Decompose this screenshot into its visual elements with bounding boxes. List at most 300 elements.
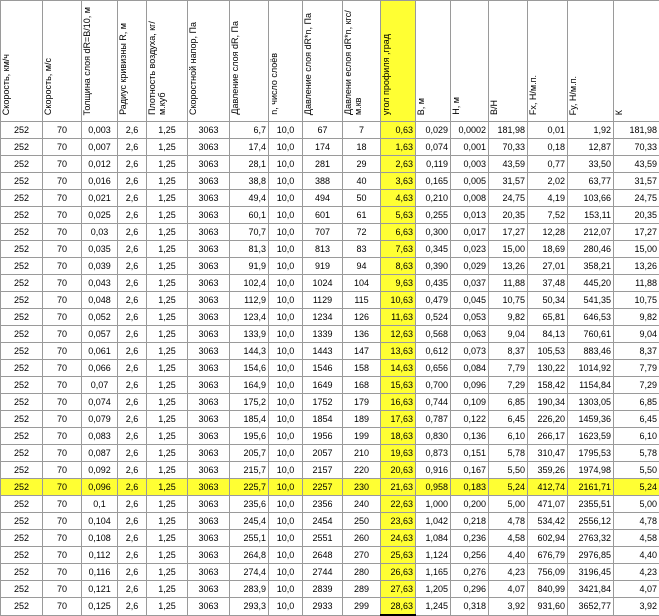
table-cell[interactable]: 2,6 [118, 394, 147, 411]
table-cell[interactable]: 0,151 [451, 445, 489, 462]
table-cell[interactable]: 3063 [188, 343, 230, 360]
table-cell[interactable]: 2,6 [118, 530, 147, 547]
table-cell[interactable]: 15,63 [381, 377, 416, 394]
table-cell[interactable]: 274,4 [230, 564, 269, 581]
table-cell[interactable]: 2763,32 [568, 530, 614, 547]
table-cell[interactable]: 43,59 [614, 156, 659, 173]
table-cell[interactable]: 1956 [303, 428, 343, 445]
table-cell[interactable]: 2356 [303, 496, 343, 513]
table-cell[interactable]: 0,136 [451, 428, 489, 445]
table-cell[interactable]: 2,6 [118, 224, 147, 241]
table-cell[interactable]: 147 [343, 343, 381, 360]
table-cell[interactable]: 2257 [303, 479, 343, 496]
table-cell[interactable]: 3063 [188, 241, 230, 258]
table-cell[interactable]: 2,6 [118, 343, 147, 360]
table-cell[interactable]: 252 [1, 224, 43, 241]
table-cell[interactable]: 0,061 [82, 343, 118, 360]
table-cell[interactable]: 11,88 [614, 275, 659, 292]
table-cell[interactable]: 11,88 [489, 275, 528, 292]
table-cell[interactable]: 22,63 [381, 496, 416, 513]
table-cell[interactable]: 3063 [188, 207, 230, 224]
table-cell[interactable]: 2,6 [118, 275, 147, 292]
table-cell[interactable]: 0,183 [451, 479, 489, 496]
column-header[interactable] [230, 1, 269, 122]
table-cell[interactable]: 1,25 [147, 445, 188, 462]
table-cell[interactable]: 359,26 [528, 462, 568, 479]
table-cell[interactable]: 91,9 [230, 258, 269, 275]
table-cell[interactable]: 280,46 [568, 241, 614, 258]
table-cell[interactable]: 3063 [188, 139, 230, 156]
table-cell[interactable]: 7,29 [614, 377, 659, 394]
table-cell[interactable]: 33,50 [568, 156, 614, 173]
table-cell[interactable]: 388 [303, 173, 343, 190]
table-cell[interactable]: 252 [1, 462, 43, 479]
table-cell[interactable]: 6,45 [489, 411, 528, 428]
table-cell[interactable]: 2556,12 [568, 513, 614, 530]
table-cell[interactable]: 70 [43, 156, 82, 173]
table-cell[interactable]: 0,479 [416, 292, 451, 309]
table-cell[interactable]: 1303,05 [568, 394, 614, 411]
table-cell[interactable]: 3063 [188, 173, 230, 190]
table-cell[interactable]: 0,165 [416, 173, 451, 190]
table-cell[interactable]: 0,210 [416, 190, 451, 207]
table-cell[interactable]: 2,6 [118, 445, 147, 462]
table-cell[interactable]: 105,53 [528, 343, 568, 360]
table-cell[interactable]: 0,083 [82, 428, 118, 445]
table-cell[interactable]: 0,01 [528, 122, 568, 139]
table-cell[interactable]: 0,008 [451, 190, 489, 207]
table-cell[interactable]: 2,6 [118, 190, 147, 207]
table-cell[interactable]: 84,13 [528, 326, 568, 343]
table-cell[interactable]: 6,10 [614, 428, 659, 445]
table-cell[interactable]: 0,116 [82, 564, 118, 581]
table-cell[interactable]: 252 [1, 530, 43, 547]
table-cell[interactable]: 10,0 [269, 479, 303, 496]
table-cell[interactable]: 0,003 [451, 156, 489, 173]
table-cell[interactable]: 190,34 [528, 394, 568, 411]
table-cell[interactable]: 252 [1, 394, 43, 411]
table-cell[interactable]: 60,1 [230, 207, 269, 224]
table-cell[interactable]: 919 [303, 258, 343, 275]
table-cell[interactable]: 0,039 [82, 258, 118, 275]
table-cell[interactable]: 1,25 [147, 122, 188, 139]
table-cell[interactable]: 0,109 [451, 394, 489, 411]
table-cell[interactable]: 4,78 [489, 513, 528, 530]
table-cell[interactable]: 27,01 [528, 258, 568, 275]
table-cell[interactable]: 0,016 [82, 173, 118, 190]
table-cell[interactable]: 1459,36 [568, 411, 614, 428]
table-cell[interactable]: 2,6 [118, 292, 147, 309]
table-cell[interactable]: 1,25 [147, 411, 188, 428]
table-cell[interactable]: 12,63 [381, 326, 416, 343]
table-cell[interactable]: 1,63 [381, 139, 416, 156]
table-cell[interactable]: 252 [1, 156, 43, 173]
table-cell[interactable]: 2,6 [118, 156, 147, 173]
table-cell[interactable]: 0,104 [82, 513, 118, 530]
table-cell[interactable]: 210 [343, 445, 381, 462]
table-cell[interactable]: 8,63 [381, 258, 416, 275]
table-cell[interactable]: 1,165 [416, 564, 451, 581]
table-cell[interactable]: 7,79 [489, 360, 528, 377]
table-cell[interactable]: 676,79 [528, 547, 568, 564]
table-cell[interactable]: 10,0 [269, 411, 303, 428]
table-cell[interactable]: 1154,84 [568, 377, 614, 394]
table-cell[interactable]: 2454 [303, 513, 343, 530]
table-cell[interactable]: 5,78 [489, 445, 528, 462]
table-cell[interactable]: 70 [43, 292, 82, 309]
table-cell[interactable]: 4,63 [381, 190, 416, 207]
table-cell[interactable]: 1752 [303, 394, 343, 411]
table-cell[interactable]: 126 [343, 309, 381, 326]
table-cell[interactable]: 17,63 [381, 411, 416, 428]
table-cell[interactable]: 212,07 [568, 224, 614, 241]
table-cell[interactable]: 63,77 [568, 173, 614, 190]
table-cell[interactable]: 299 [343, 598, 381, 616]
table-cell[interactable]: 31,57 [489, 173, 528, 190]
table-cell[interactable]: 10,0 [269, 139, 303, 156]
table-cell[interactable]: 136 [343, 326, 381, 343]
table-cell[interactable]: 158 [343, 360, 381, 377]
table-cell[interactable]: 0,005 [451, 173, 489, 190]
table-cell[interactable]: 10,0 [269, 547, 303, 564]
table-cell[interactable]: 10,0 [269, 343, 303, 360]
table-cell[interactable]: 4,07 [614, 581, 659, 598]
table-cell[interactable]: 2,6 [118, 428, 147, 445]
table-cell[interactable]: 252 [1, 428, 43, 445]
table-cell[interactable]: 2,02 [528, 173, 568, 190]
table-cell[interactable]: 1129 [303, 292, 343, 309]
table-cell[interactable]: 412,74 [528, 479, 568, 496]
table-cell[interactable]: 10,0 [269, 173, 303, 190]
table-cell[interactable]: 4,23 [489, 564, 528, 581]
table-cell[interactable]: 252 [1, 207, 43, 224]
column-header[interactable] [416, 1, 451, 122]
table-cell[interactable]: 10,0 [269, 462, 303, 479]
table-cell[interactable]: 0,045 [451, 292, 489, 309]
table-cell[interactable]: 1,25 [147, 394, 188, 411]
table-cell[interactable]: 158,42 [528, 377, 568, 394]
table-cell[interactable]: 3063 [188, 564, 230, 581]
table-cell[interactable]: 0,568 [416, 326, 451, 343]
table-cell[interactable]: 3063 [188, 122, 230, 139]
table-cell[interactable]: 840,99 [528, 581, 568, 598]
table-cell[interactable]: 10,0 [269, 496, 303, 513]
column-header[interactable] [489, 1, 528, 122]
table-cell[interactable]: 0,112 [82, 547, 118, 564]
table-cell[interactable]: 0,612 [416, 343, 451, 360]
table-cell[interactable]: 0,013 [451, 207, 489, 224]
table-cell[interactable]: 70 [43, 445, 82, 462]
table-cell[interactable]: 280 [343, 564, 381, 581]
table-cell[interactable]: 0,057 [82, 326, 118, 343]
table-cell[interactable]: 220 [343, 462, 381, 479]
table-cell[interactable]: 2,6 [118, 326, 147, 343]
table-cell[interactable]: 4,07 [489, 581, 528, 598]
table-cell[interactable]: 541,35 [568, 292, 614, 309]
table-cell[interactable]: 1024 [303, 275, 343, 292]
table-cell[interactable]: 310,47 [528, 445, 568, 462]
table-cell[interactable]: 2933 [303, 598, 343, 616]
table-cell[interactable]: 1443 [303, 343, 343, 360]
table-cell[interactable]: 205,7 [230, 445, 269, 462]
table-cell[interactable]: 3063 [188, 258, 230, 275]
table-cell[interactable]: 0,830 [416, 428, 451, 445]
table-cell[interactable]: 0,300 [416, 224, 451, 241]
table-cell[interactable]: 70 [43, 122, 82, 139]
table-cell[interactable]: 181,98 [489, 122, 528, 139]
table-cell[interactable]: 0,087 [82, 445, 118, 462]
table-cell[interactable]: 185,4 [230, 411, 269, 428]
table-cell[interactable]: 25,63 [381, 547, 416, 564]
table-cell[interactable]: 70 [43, 598, 82, 616]
table-cell[interactable]: 9,82 [489, 309, 528, 326]
table-cell[interactable]: 81,3 [230, 241, 269, 258]
table-cell[interactable]: 252 [1, 258, 43, 275]
table-cell[interactable]: 252 [1, 547, 43, 564]
table-cell[interactable]: 0,029 [416, 122, 451, 139]
table-cell[interactable]: 260 [343, 530, 381, 547]
table-cell[interactable]: 0,063 [451, 326, 489, 343]
table-cell[interactable]: 283,9 [230, 581, 269, 598]
table-cell[interactable]: 14,63 [381, 360, 416, 377]
table-cell[interactable]: 0,119 [416, 156, 451, 173]
table-cell[interactable]: 0,035 [82, 241, 118, 258]
table-cell[interactable]: 10,0 [269, 275, 303, 292]
table-cell[interactable]: 3652,77 [568, 598, 614, 616]
table-cell[interactable]: 0,096 [82, 479, 118, 496]
table-cell[interactable]: 8,37 [489, 343, 528, 360]
table-cell[interactable]: 13,63 [381, 343, 416, 360]
table-cell[interactable]: 2,6 [118, 173, 147, 190]
table-cell[interactable]: 0,167 [451, 462, 489, 479]
table-cell[interactable]: 1,245 [416, 598, 451, 616]
table-cell[interactable]: 153,11 [568, 207, 614, 224]
table-cell[interactable]: 29 [343, 156, 381, 173]
table-cell[interactable]: 3063 [188, 462, 230, 479]
table-cell[interactable]: 0,053 [451, 309, 489, 326]
table-cell[interactable]: 1854 [303, 411, 343, 428]
table-cell[interactable]: 3063 [188, 275, 230, 292]
table-cell[interactable]: 3063 [188, 547, 230, 564]
table-cell[interactable]: 10,63 [381, 292, 416, 309]
table-cell[interactable]: 50,34 [528, 292, 568, 309]
table-cell[interactable]: 3063 [188, 377, 230, 394]
table-cell[interactable]: 10,75 [489, 292, 528, 309]
table-cell[interactable]: 1,25 [147, 564, 188, 581]
table-cell[interactable]: 2839 [303, 581, 343, 598]
table-cell[interactable]: 883,46 [568, 343, 614, 360]
table-cell[interactable]: 70 [43, 207, 82, 224]
table-cell[interactable]: 10,0 [269, 258, 303, 275]
table-cell[interactable]: 3063 [188, 190, 230, 207]
table-cell[interactable]: 144,3 [230, 343, 269, 360]
table-cell[interactable]: 0,318 [451, 598, 489, 616]
table-cell[interactable]: 1,25 [147, 292, 188, 309]
table-cell[interactable]: 2,6 [118, 564, 147, 581]
table-cell[interactable]: 5,50 [614, 462, 659, 479]
table-cell[interactable]: 10,0 [269, 394, 303, 411]
table-cell[interactable]: 28,1 [230, 156, 269, 173]
table-cell[interactable]: 534,42 [528, 513, 568, 530]
table-cell[interactable]: 7,52 [528, 207, 568, 224]
table-cell[interactable]: 0,048 [82, 292, 118, 309]
table-cell[interactable]: 112,9 [230, 292, 269, 309]
table-cell[interactable]: 252 [1, 292, 43, 309]
table-cell[interactable]: 1,042 [416, 513, 451, 530]
table-cell[interactable]: 13,26 [489, 258, 528, 275]
table-cell[interactable]: 0,656 [416, 360, 451, 377]
table-cell[interactable]: 27,63 [381, 581, 416, 598]
table-cell[interactable]: 3,63 [381, 173, 416, 190]
table-cell[interactable]: 252 [1, 564, 43, 581]
table-cell[interactable]: 123,4 [230, 309, 269, 326]
table-cell[interactable]: 270 [343, 547, 381, 564]
table-cell[interactable]: 3063 [188, 156, 230, 173]
table-cell[interactable]: 707 [303, 224, 343, 241]
table-cell[interactable]: 252 [1, 241, 43, 258]
table-cell[interactable]: 3421,84 [568, 581, 614, 598]
table-cell[interactable]: 3063 [188, 581, 230, 598]
table-cell[interactable]: 0,066 [82, 360, 118, 377]
column-header[interactable] [528, 1, 568, 122]
table-cell[interactable]: 0,873 [416, 445, 451, 462]
table-cell[interactable]: 756,09 [528, 564, 568, 581]
table-cell[interactable]: 1,25 [147, 530, 188, 547]
table-cell[interactable]: 23,63 [381, 513, 416, 530]
table-cell[interactable]: 70 [43, 564, 82, 581]
table-cell[interactable]: 1623,59 [568, 428, 614, 445]
table-cell[interactable]: 1234 [303, 309, 343, 326]
table-cell[interactable]: 70 [43, 462, 82, 479]
table-cell[interactable]: 255,1 [230, 530, 269, 547]
table-cell[interactable]: 0,029 [451, 258, 489, 275]
table-cell[interactable]: 130,22 [528, 360, 568, 377]
table-cell[interactable]: 70 [43, 496, 82, 513]
table-cell[interactable]: 70 [43, 326, 82, 343]
column-header[interactable] [343, 1, 381, 122]
table-cell[interactable]: 10,0 [269, 360, 303, 377]
table-cell[interactable]: 6,7 [230, 122, 269, 139]
table-cell[interactable]: 0,121 [82, 581, 118, 598]
table-cell[interactable]: 289 [343, 581, 381, 598]
table-cell[interactable]: 7,79 [614, 360, 659, 377]
table-cell[interactable]: 2,6 [118, 462, 147, 479]
table-cell[interactable]: 10,0 [269, 241, 303, 258]
table-cell[interactable]: 5,24 [489, 479, 528, 496]
table-cell[interactable]: 252 [1, 122, 43, 139]
table-cell[interactable]: 252 [1, 377, 43, 394]
table-cell[interactable]: 9,82 [614, 309, 659, 326]
table-cell[interactable]: 2551 [303, 530, 343, 547]
table-cell[interactable]: 2,6 [118, 241, 147, 258]
table-cell[interactable]: 49,4 [230, 190, 269, 207]
table-cell[interactable]: 2,6 [118, 309, 147, 326]
table-cell[interactable]: 154,6 [230, 360, 269, 377]
table-cell[interactable]: 50 [343, 190, 381, 207]
table-cell[interactable]: 0,1 [82, 496, 118, 513]
table-cell[interactable]: 168 [343, 377, 381, 394]
table-cell[interactable]: 813 [303, 241, 343, 258]
table-cell[interactable]: 12,28 [528, 224, 568, 241]
table-cell[interactable]: 10,0 [269, 377, 303, 394]
table-cell[interactable]: 2057 [303, 445, 343, 462]
table-cell[interactable]: 245,4 [230, 513, 269, 530]
table-cell[interactable]: 0,025 [82, 207, 118, 224]
table-cell[interactable]: 10,0 [269, 207, 303, 224]
table-cell[interactable]: 17,27 [489, 224, 528, 241]
table-cell[interactable]: 3063 [188, 326, 230, 343]
table-cell[interactable]: 17,4 [230, 139, 269, 156]
table-cell[interactable]: 20,63 [381, 462, 416, 479]
table-cell[interactable]: 2157 [303, 462, 343, 479]
table-cell[interactable]: 70,7 [230, 224, 269, 241]
table-cell[interactable]: 931,60 [528, 598, 568, 616]
table-cell[interactable]: 38,8 [230, 173, 269, 190]
table-cell[interactable]: 0,037 [451, 275, 489, 292]
table-cell[interactable]: 3196,45 [568, 564, 614, 581]
table-cell[interactable]: 1,25 [147, 428, 188, 445]
table-cell[interactable]: 1,25 [147, 513, 188, 530]
table-cell[interactable]: 10,0 [269, 513, 303, 530]
table-cell[interactable]: 13,26 [614, 258, 659, 275]
table-cell[interactable]: 70 [43, 394, 82, 411]
table-cell[interactable]: 10,0 [269, 224, 303, 241]
table-cell[interactable]: 601 [303, 207, 343, 224]
table-cell[interactable]: 252 [1, 190, 43, 207]
table-cell[interactable]: 760,61 [568, 326, 614, 343]
table-cell[interactable]: 1,25 [147, 581, 188, 598]
table-cell[interactable]: 0,700 [416, 377, 451, 394]
table-cell[interactable]: 293,3 [230, 598, 269, 616]
table-cell[interactable]: 252 [1, 411, 43, 428]
table-cell[interactable]: 65,81 [528, 309, 568, 326]
table-cell[interactable]: 3063 [188, 309, 230, 326]
table-cell[interactable]: 6,45 [614, 411, 659, 428]
table-cell[interactable]: 72 [343, 224, 381, 241]
table-cell[interactable]: 0,043 [82, 275, 118, 292]
table-cell[interactable]: 252 [1, 139, 43, 156]
table-cell[interactable]: 2,6 [118, 598, 147, 616]
table-cell[interactable]: 1,25 [147, 241, 188, 258]
table-cell[interactable]: 40 [343, 173, 381, 190]
table-cell[interactable]: 1,25 [147, 479, 188, 496]
table-cell[interactable]: 3063 [188, 224, 230, 241]
table-cell[interactable]: 10,0 [269, 326, 303, 343]
table-cell[interactable]: 0,256 [451, 547, 489, 564]
table-cell[interactable]: 18,63 [381, 428, 416, 445]
table-cell[interactable]: 11,63 [381, 309, 416, 326]
table-cell[interactable]: 83 [343, 241, 381, 258]
table-cell[interactable]: 266,17 [528, 428, 568, 445]
table-cell[interactable]: 31,57 [614, 173, 659, 190]
table-cell[interactable]: 26,63 [381, 564, 416, 581]
table-cell[interactable]: 1,25 [147, 275, 188, 292]
table-cell[interactable]: 252 [1, 479, 43, 496]
table-cell[interactable]: 6,10 [489, 428, 528, 445]
table-cell[interactable]: 3063 [188, 513, 230, 530]
table-cell[interactable]: 226,20 [528, 411, 568, 428]
table-cell[interactable]: 2648 [303, 547, 343, 564]
table-cell[interactable]: 10,0 [269, 445, 303, 462]
table-cell[interactable]: 70 [43, 224, 82, 241]
table-cell[interactable]: 15,00 [614, 241, 659, 258]
table-cell[interactable]: 102,4 [230, 275, 269, 292]
table-cell[interactable]: 104 [343, 275, 381, 292]
table-cell[interactable]: 0,125 [82, 598, 118, 616]
table-cell[interactable]: 215,7 [230, 462, 269, 479]
table-cell[interactable]: 181,98 [614, 122, 659, 139]
table-cell[interactable]: 1,25 [147, 377, 188, 394]
